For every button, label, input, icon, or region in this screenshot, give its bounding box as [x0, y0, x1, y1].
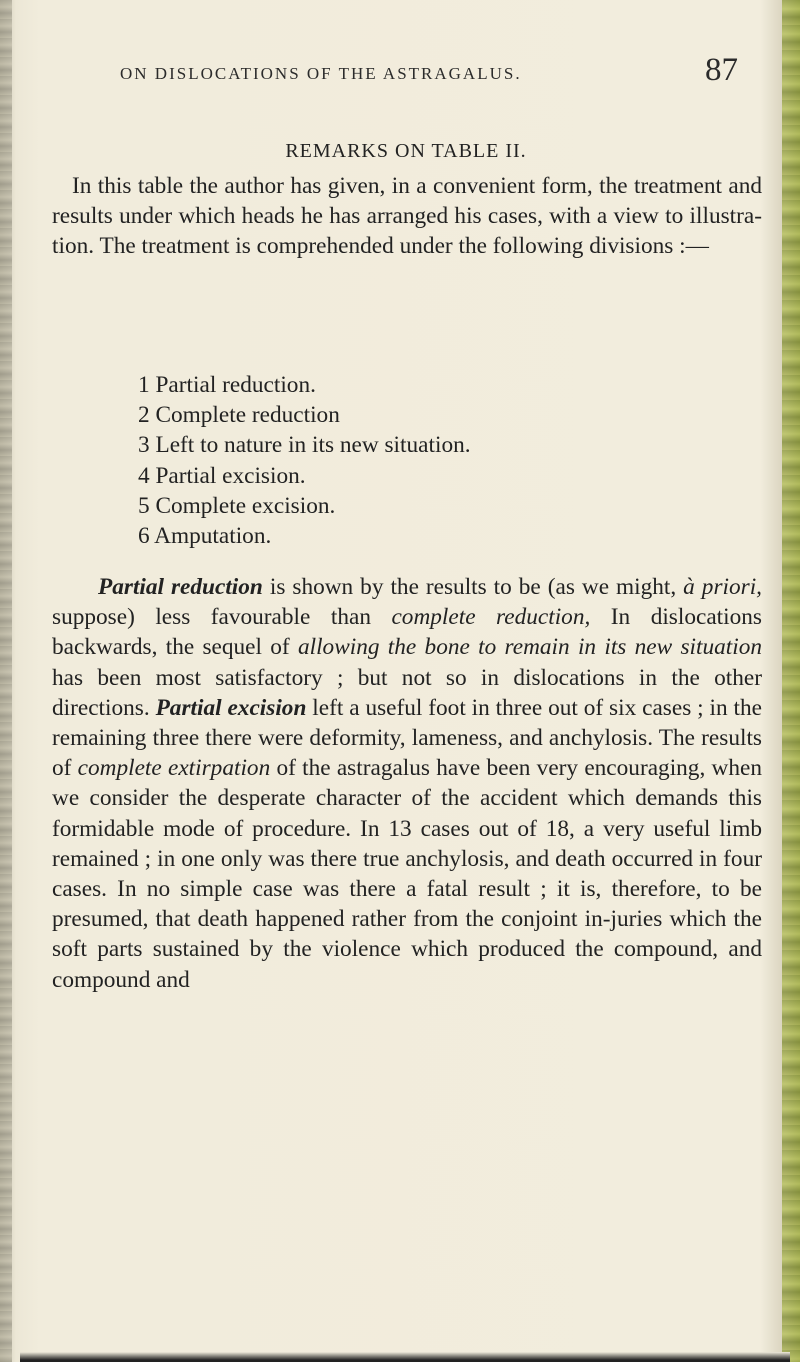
page-fore-edge	[782, 0, 800, 1362]
body-text: of the astragalus have been very encouraging, when we consider the desperate character of the accident which demands this formidable mode of procedure. In 13 cases out of 18, a very useful limb remained ; in one only was there true anchylosis, and death occurred in four cases. In no simple case was there a fatal result ; it is, therefore, to be presumed, that death happened rather from the conjoint in-juries which the soft parts sustained by the violence which produced the compound, and compound and	[52, 755, 762, 993]
division-item: 3 Left to nature in its new situation.	[138, 432, 471, 459]
division-item: 4 Partial excision.	[138, 462, 306, 489]
term-a-priori: à priori,	[683, 574, 762, 600]
body-paragraph	[52, 572, 762, 995]
running-head: ON DISLOCATIONS OF THE ASTRAGALUS.	[120, 64, 522, 83]
term-complete-reduction: complete reduction,	[391, 604, 591, 631]
division-item: 1 Partial reduction.	[138, 372, 316, 398]
division-item: 6 Amputation.	[138, 523, 272, 550]
division-item: 5 Complete excision.	[138, 492, 336, 519]
term-complete-extirpation: complete extirpation	[77, 755, 271, 782]
body-text: is shown by the results to be (as we might,	[262, 574, 684, 600]
body-text: has been most satisfactory ; but not so in dislocations in the other directions.	[52, 664, 762, 721]
page-header	[88, 50, 738, 90]
divisions-list	[138, 370, 471, 551]
division-item: 2 Complete reduction	[138, 402, 340, 429]
body-text: In dislocations backwards, the sequel of	[52, 604, 762, 661]
intro-paragraph: In this table the author has given, in a convenient form, the treatment and results under which heads he has arranged his cases, with a view to illustra-tion. The treatment is comprehended under the following divisions :—	[52, 173, 762, 260]
page-binding-edge	[0, 0, 12, 1362]
term-left-in-situation: allowing the bone to remain in its new situation	[297, 634, 763, 661]
body-text: left a useful foot in three out of six cases ; in the remaining three there were deformity, lameness, and anchylosis. The results of	[52, 694, 762, 782]
page-bottom-edge	[20, 1352, 790, 1362]
body-text: suppose) less favourable than	[52, 604, 392, 631]
section-title: REMARKS ON TABLE II.	[285, 140, 527, 162]
page-number: 87	[705, 52, 738, 88]
term-partial-reduction: Partial reduction	[98, 574, 263, 600]
term-partial-excision: Partial excision	[155, 694, 307, 721]
